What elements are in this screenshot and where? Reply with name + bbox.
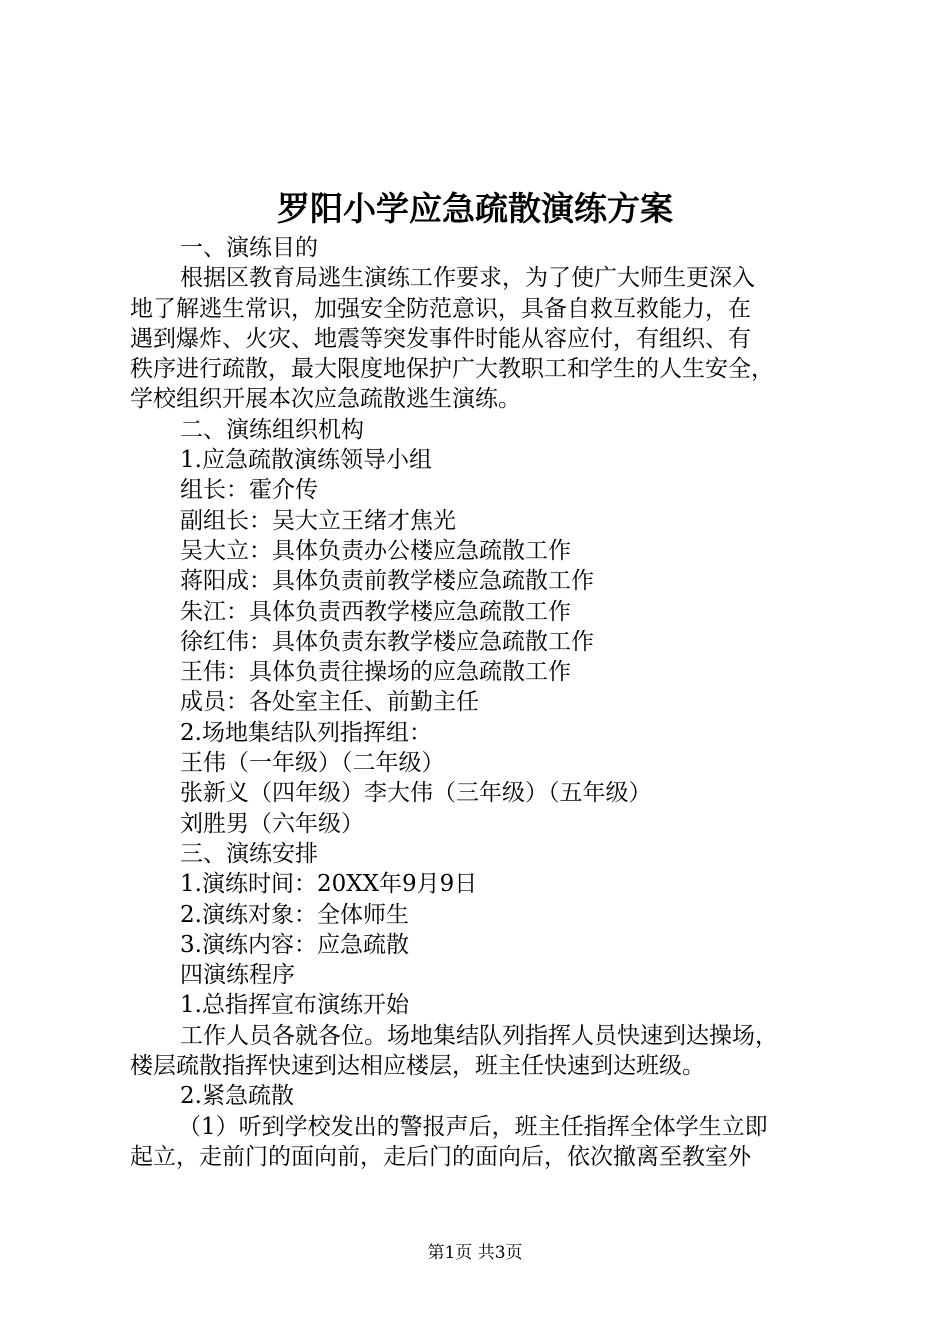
paragraph-line: 根据区教育局逃生演练工作要求，为了使广大师生更深入 <box>180 265 755 292</box>
list-line: 朱江：具体负责西教学楼应急疏散工作 <box>180 598 571 625</box>
paragraph-line: （1）听到学校发出的警报声后，班主任指挥全体学生立即 <box>178 1113 768 1140</box>
page-footer: 第1页 共3页 <box>427 1243 523 1263</box>
list-line: 1.演练时间：20XX年9月9日 <box>180 871 478 898</box>
sub-heading: 2.紧急疏散 <box>180 1083 294 1110</box>
list-line: 刘胜男（六年级） <box>180 810 364 837</box>
section-heading: 一、演练目的 <box>180 235 318 261</box>
list-line: 副组长：吴大立王绪才焦光 <box>180 507 456 534</box>
list-line: 王伟：具体负责往操场的应急疏散工作 <box>180 659 571 686</box>
section-heading: 四演练程序 <box>180 962 295 989</box>
list-line: 吴大立：具体负责办公楼应急疏散工作 <box>180 537 571 564</box>
section-heading: 二、演练组织机构 <box>180 416 364 443</box>
paragraph-line: 秩序进行疏散，最大限度地保护广大教职工和学生的人生安全， <box>130 356 774 383</box>
paragraph-line: 起立，走前门的面向前，走后门的面向后，依次撤离至教室外 <box>130 1143 751 1170</box>
paragraph-line: 工作人员各就各位。场地集结队列指挥人员快速到达操场， <box>180 1022 778 1049</box>
sub-heading: 1.总指挥宣布演练开始 <box>180 992 409 1019</box>
list-line: 成员：各处室主任、前勤主任 <box>180 689 479 716</box>
list-line: 3.演练内容：应急疏散 <box>180 931 409 958</box>
paragraph-line: 学校组织开展本次应急疏散逃生演练。 <box>130 386 521 413</box>
sub-heading: 1.应急疏散演练领导小组 <box>180 447 432 474</box>
list-line: 王伟（一年级）（二年级） <box>180 750 445 777</box>
list-line: 2.演练对象：全体师生 <box>180 901 409 928</box>
sub-heading: 2.场地集结队列指挥组： <box>180 719 432 746</box>
list-line: 徐红伟：具体负责东教学楼应急疏散工作 <box>180 628 594 655</box>
document-title: 罗阳小学应急疏散演练方案 <box>277 189 673 228</box>
paragraph-line: 地了解逃生常识，加强安全防范意识，具备自救互救能力，在 <box>130 295 751 322</box>
list-line: 蒋阳成：具体负责前教学楼应急疏散工作 <box>180 568 594 595</box>
list-line: 张新义（四年级）李大伟（三年级）（五年级） <box>180 780 652 807</box>
paragraph-line: 楼层疏散指挥快速到达相应楼层，班主任快速到达班级。 <box>130 1053 705 1080</box>
section-heading: 三、演练安排 <box>180 840 318 867</box>
document-body <box>130 233 830 1172</box>
paragraph-line: 遇到爆炸、火灾、地震等突发事件时能从容应付，有组织、有 <box>130 325 751 352</box>
list-line: 组长：霍介传 <box>180 477 318 504</box>
